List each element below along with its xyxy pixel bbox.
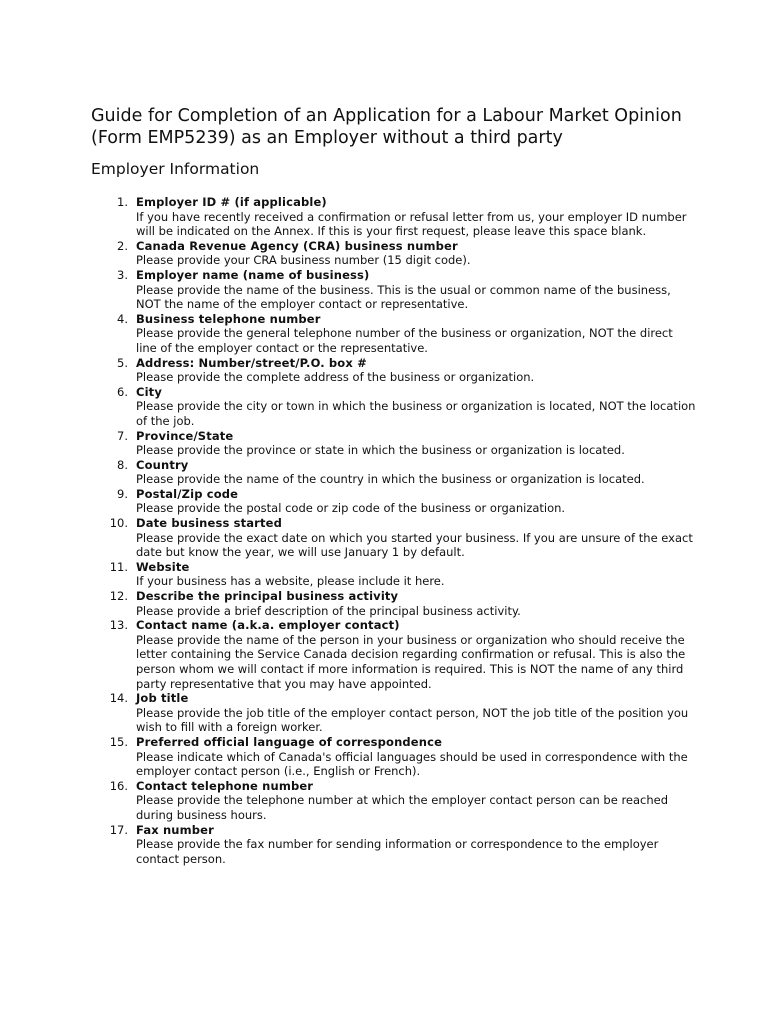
item-description: Please provide the name of the business. This is the usual or common name of the business, NOT the name of the employer contact or representative. xyxy=(136,282,671,312)
list-item xyxy=(117,355,696,385)
item-number: 4. xyxy=(117,311,128,326)
item-heading: Preferred official language of correspondence xyxy=(136,734,443,749)
item-heading: Canada Revenue Agency (CRA) business number xyxy=(136,238,458,253)
item-description: Please provide the general telephone number of the business or organization, NOT the direct line of the employer contact or the representative. xyxy=(136,326,673,355)
item-number: 9. xyxy=(117,486,128,501)
item-heading: Address: Number/street/P.O. box # xyxy=(136,355,367,370)
item-description: Please provide the province or state in which the business or organization is located. xyxy=(136,443,625,458)
item-description: Please provide the telephone number at which the employer contact person can be reached during business hours. xyxy=(136,793,669,822)
item-description: If your business has a website, please include it here. xyxy=(136,574,445,589)
list-item xyxy=(117,428,696,458)
list-item xyxy=(117,311,696,356)
list-item xyxy=(117,384,696,429)
item-number: 10. xyxy=(109,516,128,531)
item-heading: Website xyxy=(136,559,190,574)
item-description: Please indicate which of Canada's official languages should be used in correspondence with the employer contact person (i.e., English or French). xyxy=(136,749,688,779)
item-description: Please provide the name of the person in your business or organization who should receive the letter containing the Service Canada decision regarding confirmation or refusal. This is also the person whom we will contact if more information is required. This is NOT the name of any third party representative that you may have appointed. xyxy=(136,632,686,691)
list-item xyxy=(109,516,696,560)
list-item xyxy=(109,734,696,779)
item-heading: Contact telephone number xyxy=(136,778,314,793)
item-heading: Describe the principal business activity xyxy=(136,589,399,604)
item-description: Please provide the complete address of the business or organization. xyxy=(136,370,535,385)
item-description: Please provide a brief description of the principal business activity. xyxy=(136,603,521,618)
list-item xyxy=(109,559,696,589)
list-item xyxy=(109,691,696,735)
item-number: 8. xyxy=(117,457,128,472)
item-number: 3. xyxy=(117,267,128,282)
list-item xyxy=(117,486,696,516)
instructions-list xyxy=(109,195,696,866)
list-item xyxy=(109,778,696,823)
item-heading: City xyxy=(136,384,162,399)
document-title: Guide for Completion of an Application for a Labour Market Opinion (Form EMP5239) as an Employer without a third party xyxy=(91,106,682,148)
item-number: 14. xyxy=(109,691,128,706)
item-number: 12. xyxy=(109,589,128,604)
item-heading: Contact name (a.k.a. employer contact) xyxy=(136,618,400,633)
list-item xyxy=(109,589,696,618)
item-description: Please provide the city or town in which the business or organization is located, NOT the location of the job. xyxy=(136,399,696,428)
item-number: 17. xyxy=(109,822,128,837)
item-number: 15. xyxy=(109,734,128,749)
list-item xyxy=(117,267,696,312)
item-description: Please provide the fax number for sending information or correspondence to the employer contact person. xyxy=(136,837,659,866)
item-heading: Job title xyxy=(136,691,189,706)
item-heading: Fax number xyxy=(136,822,214,837)
item-description: Please provide the job title of the employer contact person, NOT the job title of the position you wish to fill with a foreign worker. xyxy=(136,705,689,735)
item-number: 2. xyxy=(117,238,128,253)
list-item xyxy=(117,238,696,268)
item-description: Please provide the exact date on which you started your business. If you are unsure of the exact date but know the year, we will use January 1 by default. xyxy=(136,530,693,560)
item-description: If you have recently received a confirmation or refusal letter from us, your employer ID number will be indicated on the Annex. If this is your first request, please leave this space blank. xyxy=(136,209,687,239)
item-number: 5. xyxy=(117,355,128,370)
list-item xyxy=(117,457,696,487)
item-number: 16. xyxy=(109,778,128,793)
item-number: 7. xyxy=(117,428,128,443)
item-heading: Employer ID # (if applicable) xyxy=(136,195,327,209)
item-heading: Country xyxy=(136,457,189,472)
item-heading: Business telephone number xyxy=(136,311,321,326)
item-description: Please provide the name of the country in which the business or organization is located. xyxy=(136,472,645,487)
item-heading: Postal/Zip code xyxy=(136,486,239,501)
list-item xyxy=(109,822,696,867)
item-number: 13. xyxy=(109,618,128,633)
item-heading: Province/State xyxy=(136,428,234,443)
item-heading: Date business started xyxy=(136,516,282,531)
item-number: 6. xyxy=(117,384,128,399)
item-description: Please provide the postal code or zip code of the business or organization. xyxy=(136,501,566,516)
item-heading: Employer name (name of business) xyxy=(136,267,370,282)
item-number: 11. xyxy=(109,559,128,574)
list-item xyxy=(117,195,696,239)
section-heading: Employer Information xyxy=(91,160,260,178)
list-item xyxy=(109,618,696,691)
item-number: 1. xyxy=(117,195,128,209)
item-description: Please provide your CRA business number (15 digit code). xyxy=(136,253,471,268)
